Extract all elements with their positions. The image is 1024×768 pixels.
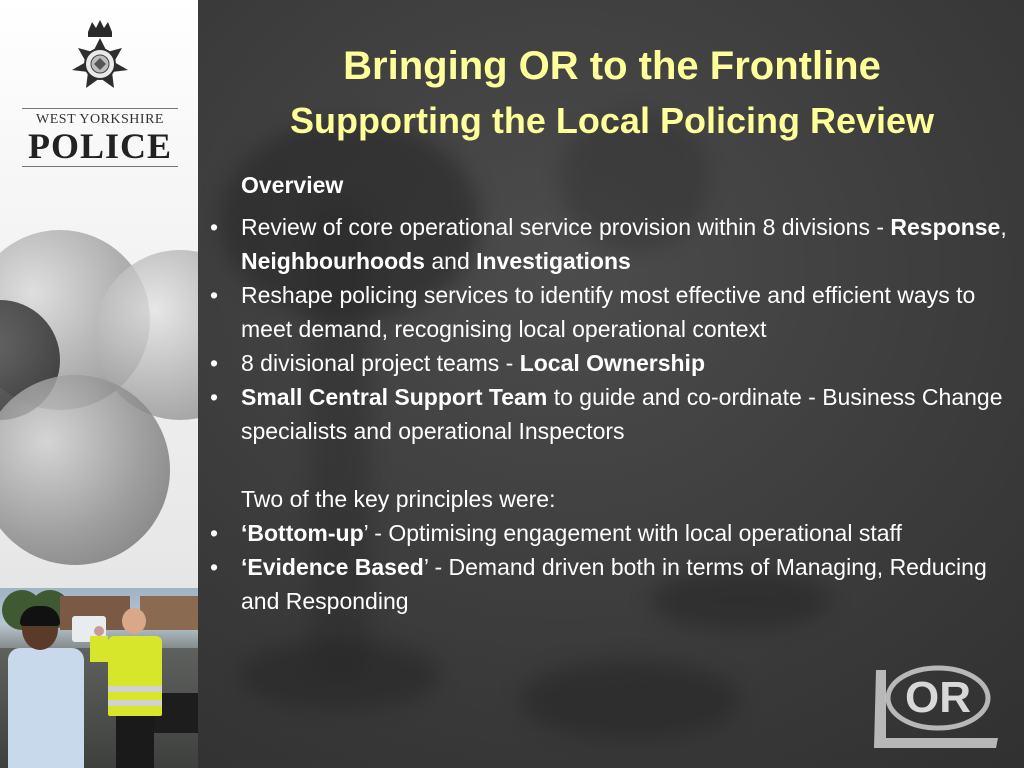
overview-bullets	[210, 210, 1010, 448]
bullet-text: and	[424, 248, 477, 274]
bullet-bold: ‘Evidence Based	[241, 554, 424, 580]
bullet-text: ’ - Optimising engagement with local operational staff	[363, 520, 902, 546]
principles-intro: Two of the key principles were:	[241, 486, 556, 512]
bullet-bold: ‘Bottom-up	[241, 520, 364, 546]
bullet-text: Reshape policing services to identify most effective and efficient ways to meet demand, recognising local operational context	[241, 282, 976, 342]
photo-officer	[90, 626, 108, 686]
bullet-item	[210, 346, 1010, 380]
logo-org-line: WEST YORKSHIRE	[22, 108, 178, 128]
bullet-bold: Neighbourhoods	[241, 248, 425, 274]
bullet-icon: •	[210, 214, 219, 240]
slide-subtitle: Supporting the Local Policing Review	[289, 100, 935, 141]
bullet-icon: •	[210, 554, 219, 580]
bullet-item	[210, 278, 1010, 346]
bullet-icon: •	[210, 520, 219, 546]
bullet-bold: Response	[890, 214, 1001, 240]
bullet-bold: Local Ownership	[519, 350, 706, 376]
bullet-text: ’ - Demand driven both in terms of Managing, Reducing and Responding	[241, 554, 987, 614]
bullet-item	[210, 380, 1010, 448]
bullet-text: ,	[1000, 214, 1007, 240]
bullet-icon: •	[210, 350, 219, 376]
bullet-text: to guide and co-ordinate - Business Change specialists and operational Inspectors	[241, 384, 1003, 444]
or-logo-text: OR	[905, 673, 971, 722]
or-society-logo-icon	[868, 660, 1004, 752]
overview-heading: Overview	[241, 172, 344, 198]
bullet-bold: Investigations	[476, 248, 631, 274]
left-panel	[0, 0, 198, 588]
bullet-bold: Small Central Support Team	[241, 384, 548, 410]
slide-title: Bringing OR to the Frontline	[343, 44, 881, 88]
background-shape	[240, 640, 440, 710]
police-logo	[22, 18, 178, 167]
bullet-icon: •	[210, 282, 219, 308]
logo-org-name: POLICE	[22, 128, 178, 167]
photo-man	[8, 608, 84, 768]
bullet-item	[210, 210, 1010, 278]
police-crest-icon	[62, 18, 138, 100]
bullet-item	[210, 550, 1010, 618]
bullet-text: Review of core operational service provision within 8 divisions -	[241, 214, 891, 240]
bullet-icon: •	[210, 384, 219, 410]
slide-content	[210, 168, 1010, 618]
street-photo	[0, 588, 198, 768]
photo-officer	[108, 608, 162, 768]
bullet-item	[210, 516, 1010, 550]
bullet-text: 8 divisional project teams -	[241, 350, 520, 376]
background-shape	[520, 660, 740, 740]
principles-bullets	[210, 516, 1010, 618]
